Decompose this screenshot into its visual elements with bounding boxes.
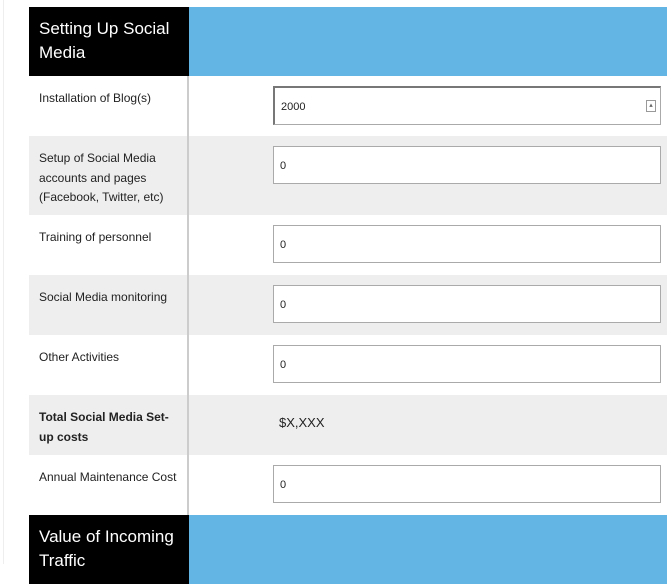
monitoring-input[interactable]: 0 xyxy=(273,285,661,323)
row-label: Other Activities xyxy=(29,335,189,395)
row-label: Training of personnel xyxy=(29,215,189,275)
row-label: Total Social Media Set-up costs xyxy=(29,395,189,455)
row-label: Annual Maintenance Cost xyxy=(29,455,189,515)
page-edge xyxy=(3,0,4,564)
row-label: Social Media monitoring xyxy=(29,275,189,335)
section-header-setup xyxy=(29,7,667,76)
row-monitoring xyxy=(29,275,667,335)
row-total xyxy=(29,395,667,455)
row-social-setup xyxy=(29,136,667,215)
section-title: Setting Up Social Media xyxy=(29,7,189,76)
other-activities-input[interactable]: 0 xyxy=(273,345,661,383)
social-setup-input[interactable]: 0 xyxy=(273,146,661,184)
row-maintenance xyxy=(29,455,667,515)
total-setup-cost: $X,XXX xyxy=(279,415,325,430)
row-label: Setup of Social Media accounts and pages (Facebook, Twitter, etc) xyxy=(29,136,189,215)
maintenance-input[interactable]: 0 xyxy=(273,465,661,503)
spinner-icon[interactable]: ▴ xyxy=(646,100,656,112)
section-title: Value of Incoming Traffic xyxy=(29,515,189,584)
blog-installation-input[interactable]: 2000 ▴ xyxy=(273,86,661,125)
row-blog-installation xyxy=(29,76,667,136)
social-media-cost-calculator xyxy=(29,7,667,584)
row-training xyxy=(29,215,667,275)
row-other xyxy=(29,335,667,395)
section-header-traffic xyxy=(29,515,667,584)
row-label: Installation of Blog(s) xyxy=(29,76,189,136)
training-input[interactable]: 0 xyxy=(273,225,661,263)
